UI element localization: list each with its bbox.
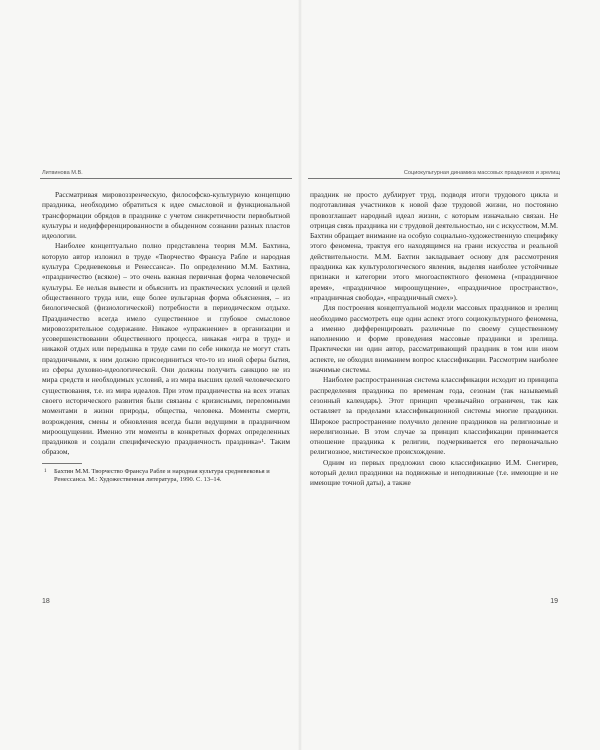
footnote: [42, 468, 290, 485]
running-header-left: Литвинова М.В.: [42, 170, 83, 176]
right-page-body: [310, 190, 558, 489]
page-number-right: 19: [550, 598, 558, 605]
right-paragraph-1: праздник не просто дублирует труд, подводя итоги трудового цикла и подготавливая участников к новой фазе трудовой жизни, но постоянно провозглашает народный идеал жизни, с которым изначально связан. Не отрицая связь праздника ни с трудовой деятельностью, ни с искусством, М.М. Бахтин обращает внимание на особую социально-художественную специфику этого феномена, трактуя его находящимся на грани искусства и реальной действительности. М.М. Бахтин закладывает основу для рассмотрения праздника как культурологического явления, выделяя наиболее устойчивые признаки и категории этого многоаспектного феномена («праздничное время», «праздничное мироощущение», «праздничное пространство», «праздничная свобода», «праздничный смех»).: [310, 190, 558, 302]
page-number-left: 18: [42, 598, 50, 605]
footnote-mark: 1: [44, 468, 47, 474]
header-rule-right: [308, 178, 560, 179]
left-page-body: [42, 190, 290, 485]
header-rule-left: [40, 178, 292, 179]
right-paragraph-2: Для построения концептуальной модели массовых праздников и зрелищ необходимо рассмотреть еще один аспект этого социокультурного феномена, а именно дифференцировать различные по своему существенному наполнению и форме проведения массовые праздники и зрелища. Практически ни один автор, рассматривающий праздник в том или ином аспекте, не обходил вниманием вопрос классификации. Рассмотрим наиболее значимые системы.: [310, 303, 558, 375]
left-paragraph-1: Рассматривая мировоззренческую, философско-культурную концепцию праздника, необходимо обратиться к идее смысловой и функциональной трансформации обрядов в празднике с учетом синкретичности первобытной культуры и недифференцированности в обыденном сознании разных пластов идеологии.: [42, 190, 290, 241]
footnote-text: Бахтин М.М. Творчество Франсуа Рабле и народная культура средневековья и Ренессанса. М.: Художественная литература, 1990. С. 13–14.: [54, 467, 270, 484]
running-header-right: Социокультурная динамика массовых праздников и зрелищ: [403, 170, 560, 176]
book-gutter: [298, 0, 302, 750]
right-paragraph-4: Одним из первых предложил свою классификацию И.М. Снегирев, который делил праздники на подвижные и неподвижные (т.е. имеющие и не имеющие точной даты), а также: [310, 457, 558, 488]
right-paragraph-3: Наиболее распространенная система классификации исходит из принципа распределения праздника по временам года, сезонам (так называемый сезонный календарь). Этот принцип чрезвычайно ограничен, так как оставляет за пределами классификационной системы многие праздники. Широкое распространение получило деление праздников на религиозные и нерелигиозные. В этом случае за принцип классификации принимается отношение праздника к религии, подчеркивается его первоначально религиозное, мистическое происхождение.: [310, 375, 558, 457]
footnote-rule: [42, 463, 82, 464]
left-paragraph-2: Наиболее концептуально полно представлена теория М.М. Бахтина, которую автор изложил в труде «Творчество Франсуа Рабле и народная культура Средневековья и Ренессанса». По определению М.М. Бахтина, «праздничество (всякое) – это очень важная первичная форма человеческой культуры. Ее нельзя вывести и объяснить из практических условий и целей общественного труда или, еще более вульгарная форма объяснения, – из биологической (физиологической) потребности в периодическом отдыхе. Праздничество всегда имело существенное и глубокое смысловое мировоззрительное содержание. Никакое «упражнение» в организации и усовершенствовании общественного процесса, никакая «игра в труд» и никакой отдых или передышка в труде сами по себе никогда не могут стать праздничными, к ним должно присоединиться что-то из иной сферы бытия, из сферы духовно-идеологической. Они должны получить санкцию не из мира средств и необходимых условий, а из мира высших целей человеческого существования, т.е. из мира идеалов. При этом праздничества на всех этапах своего исторического развития были связаны с кризисными, переломными моментами в жизни природы, общества, человека. Моменты смерти, возрождения, смены и обновления всегда были ведущими в праздничном мироощущении. Именно эти моменты в конкретных формах определенных праздников и создали специфическую праздничность праздника»¹. Таким образом,: [42, 241, 290, 457]
